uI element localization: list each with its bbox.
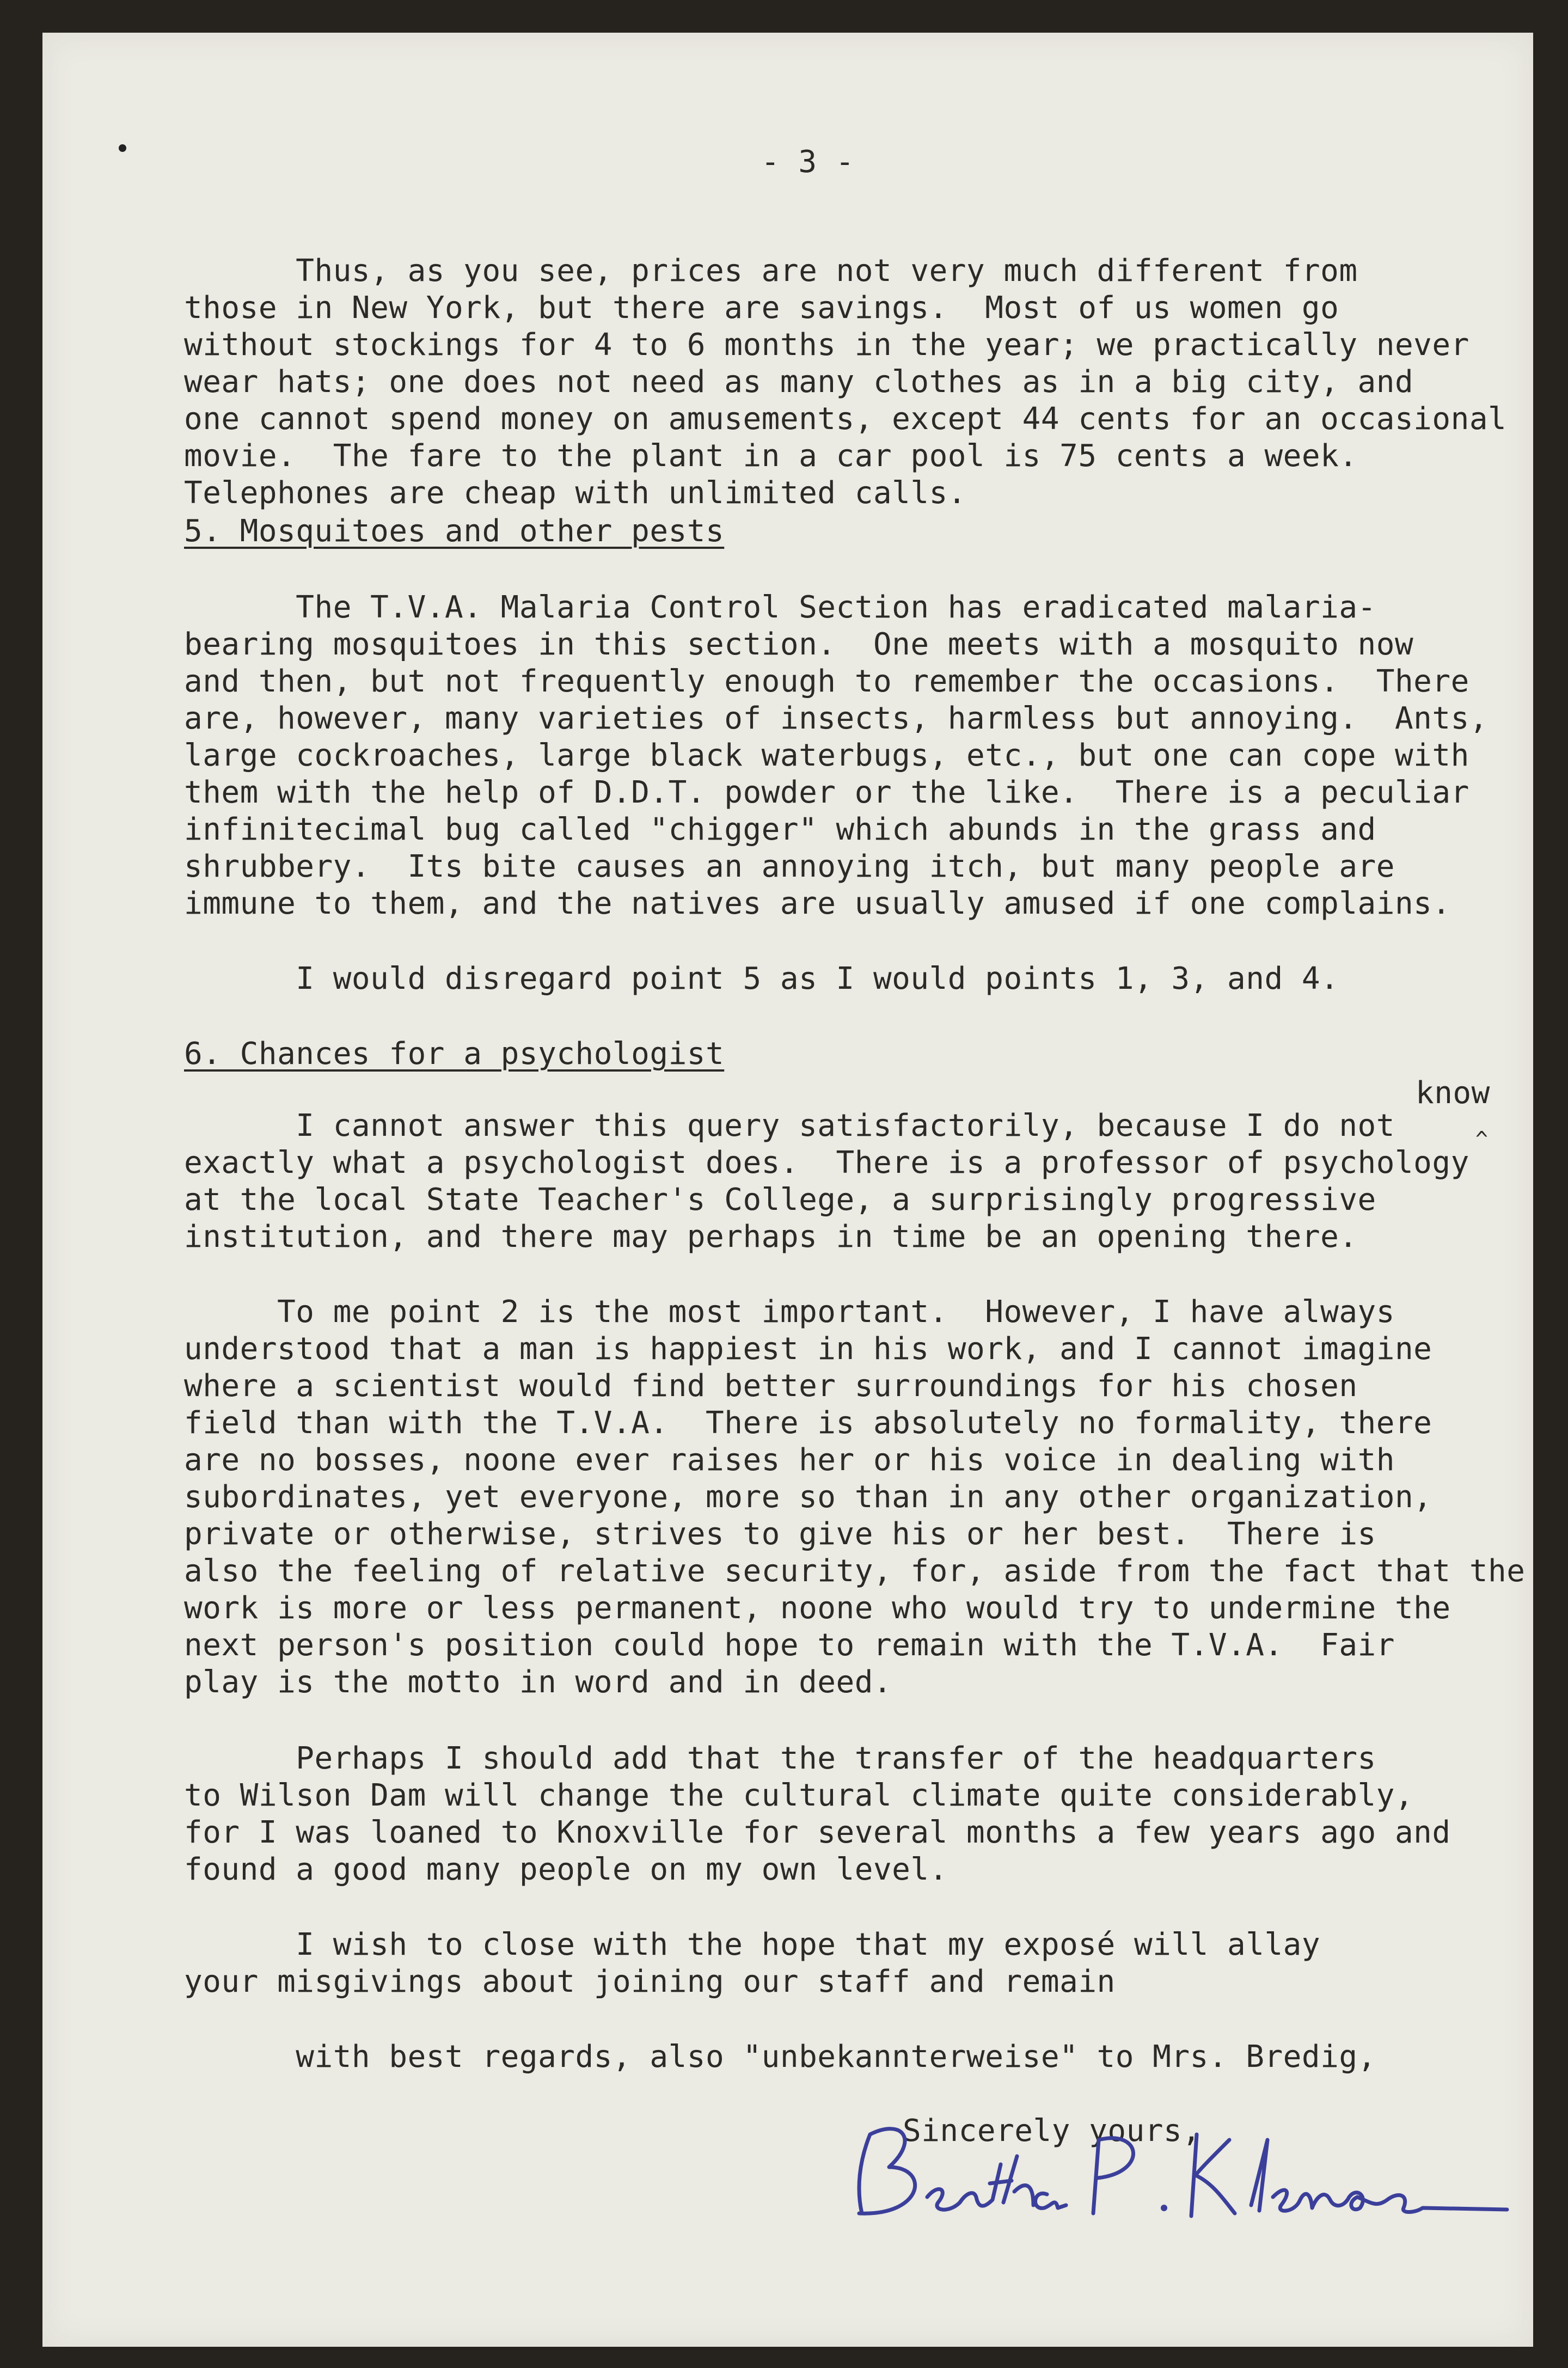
text-line: immune to them, and the natives are usually amused if one complains. — [184, 886, 1451, 921]
text-line: are, however, many varieties of insects, harmless but annoying. Ants, — [184, 701, 1489, 736]
text-line: your misgivings about joining our staff and remain — [184, 1964, 1116, 1999]
text-line: institution, and there may perhaps in time be an opening there. — [184, 1219, 1358, 1255]
section-heading-6: 6. Chances for a psychologist — [184, 1036, 725, 1072]
closing: Sincerely yours, — [903, 2113, 1201, 2149]
text-line: without stockings for 4 to 6 months in the year; we practically never — [184, 327, 1469, 363]
letter-page — [42, 33, 1533, 2347]
insertion-caret: ^ — [1475, 1127, 1489, 1151]
text-line: to Wilson Dam will change the cultural climate quite considerably, — [184, 1778, 1414, 1813]
text-line: infinitecimal bug called "chigger" which abunds in the grass and — [184, 812, 1376, 847]
text-line: I cannot answer this query satisfactorily, because I do not — [184, 1108, 1395, 1143]
text-line: field than with the T.V.A. There is absolutely no formality, there — [184, 1405, 1432, 1441]
text-line: for I was loaned to Knoxville for several months a few years ago and — [184, 1815, 1451, 1850]
text-line: bearing mosquitoes in this section. One meets with a mosquito now — [184, 627, 1414, 662]
text-line: are no bosses, noone ever raises her or his voice in dealing with — [184, 1442, 1395, 1478]
handwritten-signature — [837, 2102, 1523, 2232]
typed-text — [42, 33, 1533, 2347]
text-line: also the feeling of relative security, for, aside from the fact that the — [184, 1553, 1526, 1589]
text-line: Telephones are cheap with unlimited calls. — [184, 475, 967, 511]
text-line: those in New York, but there are savings. Most of us women go — [184, 290, 1339, 326]
page-number: - 3 - — [761, 144, 855, 180]
text-line: private or otherwise, strives to give his or her best. There is — [184, 1516, 1376, 1552]
text-line: found a good many people on my own level. — [184, 1852, 948, 1887]
inserted-word: know — [1416, 1075, 1490, 1111]
text-line: them with the help of D.D.T. powder or the like. There is a peculiar — [184, 775, 1469, 810]
text-line: with best regards, also "unbekannterweise" to Mrs. Bredig, — [184, 2039, 1376, 2075]
text-line: next person's position could hope to remain with the T.V.A. Fair — [184, 1627, 1395, 1663]
text-line: where a scientist would find better surroundings for his chosen — [184, 1368, 1358, 1404]
text-line: I wish to close with the hope that my exposé will allay — [184, 1927, 1321, 1962]
text-line: and then, but not frequently enough to remember the occasions. There — [184, 664, 1469, 699]
text-line: movie. The fare to the plant in a car pool is 75 cents a week. — [184, 438, 1358, 474]
text-line: To me point 2 is the most important. However, I have always — [184, 1294, 1395, 1330]
text-line: Perhaps I should add that the transfer of the headquarters — [184, 1741, 1376, 1776]
text-line: wear hats; one does not need as many clothes as in a big city, and — [184, 364, 1414, 400]
text-line: shrubbery. Its bite causes an annoying itch, but many people are — [184, 849, 1395, 884]
section-heading-5: 5. Mosquitoes and other pests — [184, 513, 725, 549]
text-line: subordinates, yet everyone, more so than in any other organization, — [184, 1479, 1432, 1515]
text-line: I would disregard point 5 as I would points 1, 3, and 4. — [184, 961, 1339, 996]
text-line: large cockroaches, large black waterbugs, etc., but one can cope with — [184, 738, 1469, 773]
text-line: exactly what a psychologist does. There is a professor of psychology — [184, 1145, 1469, 1180]
text-line: understood that a man is happiest in his work, and I cannot imagine — [184, 1331, 1432, 1367]
text-line: at the local State Teacher's College, a surprisingly progressive — [184, 1182, 1376, 1217]
text-line: The T.V.A. Malaria Control Section has eradicated malaria- — [184, 590, 1376, 625]
text-line: Thus, as you see, prices are not very much different from — [184, 253, 1358, 289]
text-line: work is more or less permanent, noone who would try to undermine the — [184, 1590, 1451, 1626]
text-line: one cannot spend money on amusements, except 44 cents for an occasional — [184, 401, 1507, 437]
text-line: play is the motto in word and in deed. — [184, 1665, 892, 1700]
